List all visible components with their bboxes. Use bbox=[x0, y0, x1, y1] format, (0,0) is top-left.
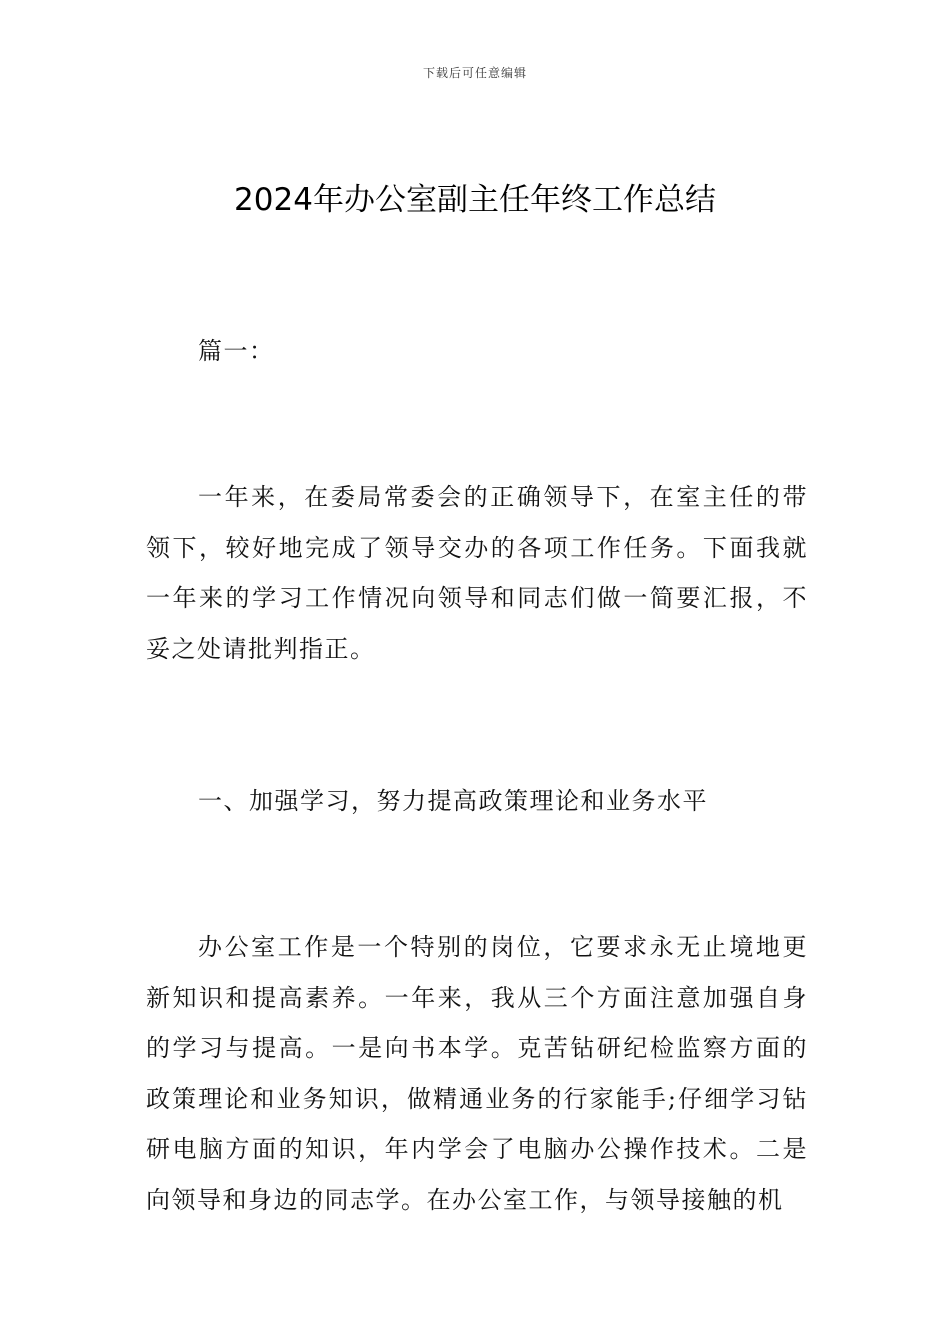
document-title: 2024年办公室副主任年终工作总结 bbox=[234, 182, 716, 218]
body-paragraph-one: 办公室工作是一个特别的岗位，它要求永无止境地更新知识和提高素养。一年来，我从三个方面注意加强自身的学习与提高。一是向书本学。克苦钻研纪检监察方面的政策理论和业务知识，做精通业务的行家能手;仔细学习钻研电脑方面的知识，年内学会了电脑办公操作技术。二是向领导和身边的同志学。在办公室工作，与领导接触的机 bbox=[146, 933, 808, 1214]
section-heading-one: 一、加强学习，努力提高政策理论和业务水平 bbox=[198, 787, 708, 815]
section-label: 篇一： bbox=[198, 337, 275, 365]
header-note: 下载后可任意编辑 bbox=[422, 66, 527, 80]
intro-paragraph: 一年来，在委局常委会的正确领导下，在室主任的带领下，较好地完成了领导交办的各项工作任务。下面我就一年来的学习工作情况向领导和同志们做一简要汇报，不妥之处请批判指正。 bbox=[146, 483, 808, 663]
